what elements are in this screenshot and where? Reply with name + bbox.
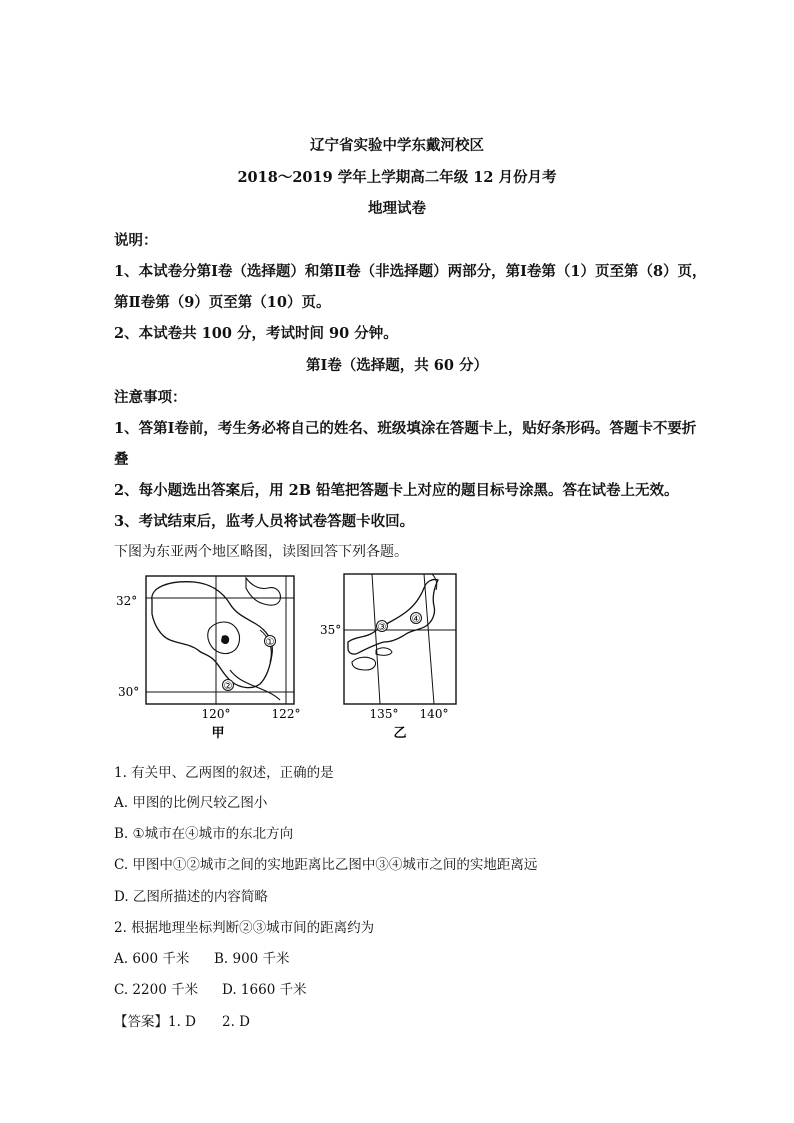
question-2-option-c: C. 2200 千米 [114,982,199,998]
map-jia-lat-top-label: 32° [116,594,138,608]
map-yi-city-4-label: ④ [411,614,421,625]
instruction-1-line1: 1、本试卷分第Ⅰ卷（选择题）和第Ⅱ卷（非选择题）两部分，第Ⅰ卷第（1）页至第（8）页， [114,263,707,280]
question-2-option-b: B. 900 千米 [214,951,290,967]
map-yi-lon135-line [372,574,380,704]
answer-1: 1. D [168,1014,196,1030]
map-yi-city-3-label: ③ [377,622,387,633]
question-2-option-d: D. 1660 千米 [222,982,307,998]
note-2: 2、每小题选出答案后，用 2B 铅笔把答题卡上对应的题目标号涂黑。答在试卷上无效。 [114,482,679,499]
exam-title: 2018～2019 学年上学期高二年级 12 月份月考 [237,169,557,186]
map-jia-city-1-label: ① [265,637,275,648]
instruction-1-line2: 第Ⅱ卷第（9）页至第（10）页。 [114,294,331,311]
map-yi-frame [344,574,456,704]
map-yi-lon-left-label: 135° [369,707,399,721]
section-1-title: 第Ⅰ卷（选择题，共 60 分） [305,357,489,374]
map-jia [110,570,320,745]
map-jia-city-2-label: ② [223,681,233,692]
subject-title: 地理试卷 [368,200,426,217]
question-1-option-a: A. 甲图的比例尺较乙图小 [114,795,268,811]
question-1-option-d: D. 乙图所描述的内容简略 [114,889,268,905]
map-yi-lon-right-label: 140° [419,707,449,721]
map-jia-lon-right-label: 122° [271,707,301,721]
notes-heading: 注意事项： [114,389,187,406]
map-yi-caption: 乙 [393,726,407,741]
map-yi-small-island [376,648,392,655]
question-1-option-b: B. ①城市在④城市的东北方向 [114,826,294,842]
note-1-line2: 叠 [114,451,129,468]
answer-line [114,1010,250,1030]
instructions-heading: 说明： [114,232,158,249]
map-jia-island [221,635,229,644]
map-yi-main-island [348,579,438,654]
question-2-option-a: A. 600 千米 [114,951,190,967]
map-jia-caption: 甲 [211,726,225,741]
question-1-stem: 1. 有关甲、乙两图的叙述，正确的是 [114,765,334,781]
question-2-stem: 2. 根据地理坐标判断②③城市间的距离约为 [114,920,375,936]
school-title: 辽宁省实验中学东戴河校区 [310,137,484,154]
question-1-option-c: C. 甲图中①②城市之间的实地距离比乙图中③④城市之间的实地距离远 [114,857,538,873]
answer-label: 【答案】 [114,1014,168,1030]
map-yi-lat-label: 35° [320,623,342,637]
instruction-2: 2、本试卷共 100 分，考试时间 90 分钟。 [114,325,398,342]
question-intro: 下图为东亚两个地区略图，读图回答下列各题。 [114,544,408,560]
map-yi-lon140-line [424,574,434,704]
map-yi-south-island [352,657,376,670]
map-jia-lat-bottom-label: 30° [118,685,140,699]
map-yi [320,570,470,745]
map-jia-northeast-shore [246,578,280,605]
answer-2: 2. D [222,1014,250,1030]
note-3: 3、考试结束后，监考人员将试卷答题卡收回。 [114,513,415,530]
map-jia-lon-left-label: 120° [201,707,231,721]
note-1-line1: 1、答第Ⅰ卷前，考生务必将自己的姓名、班级填涂在答题卡上，贴好条形码。答题卡不要折 [114,420,697,437]
